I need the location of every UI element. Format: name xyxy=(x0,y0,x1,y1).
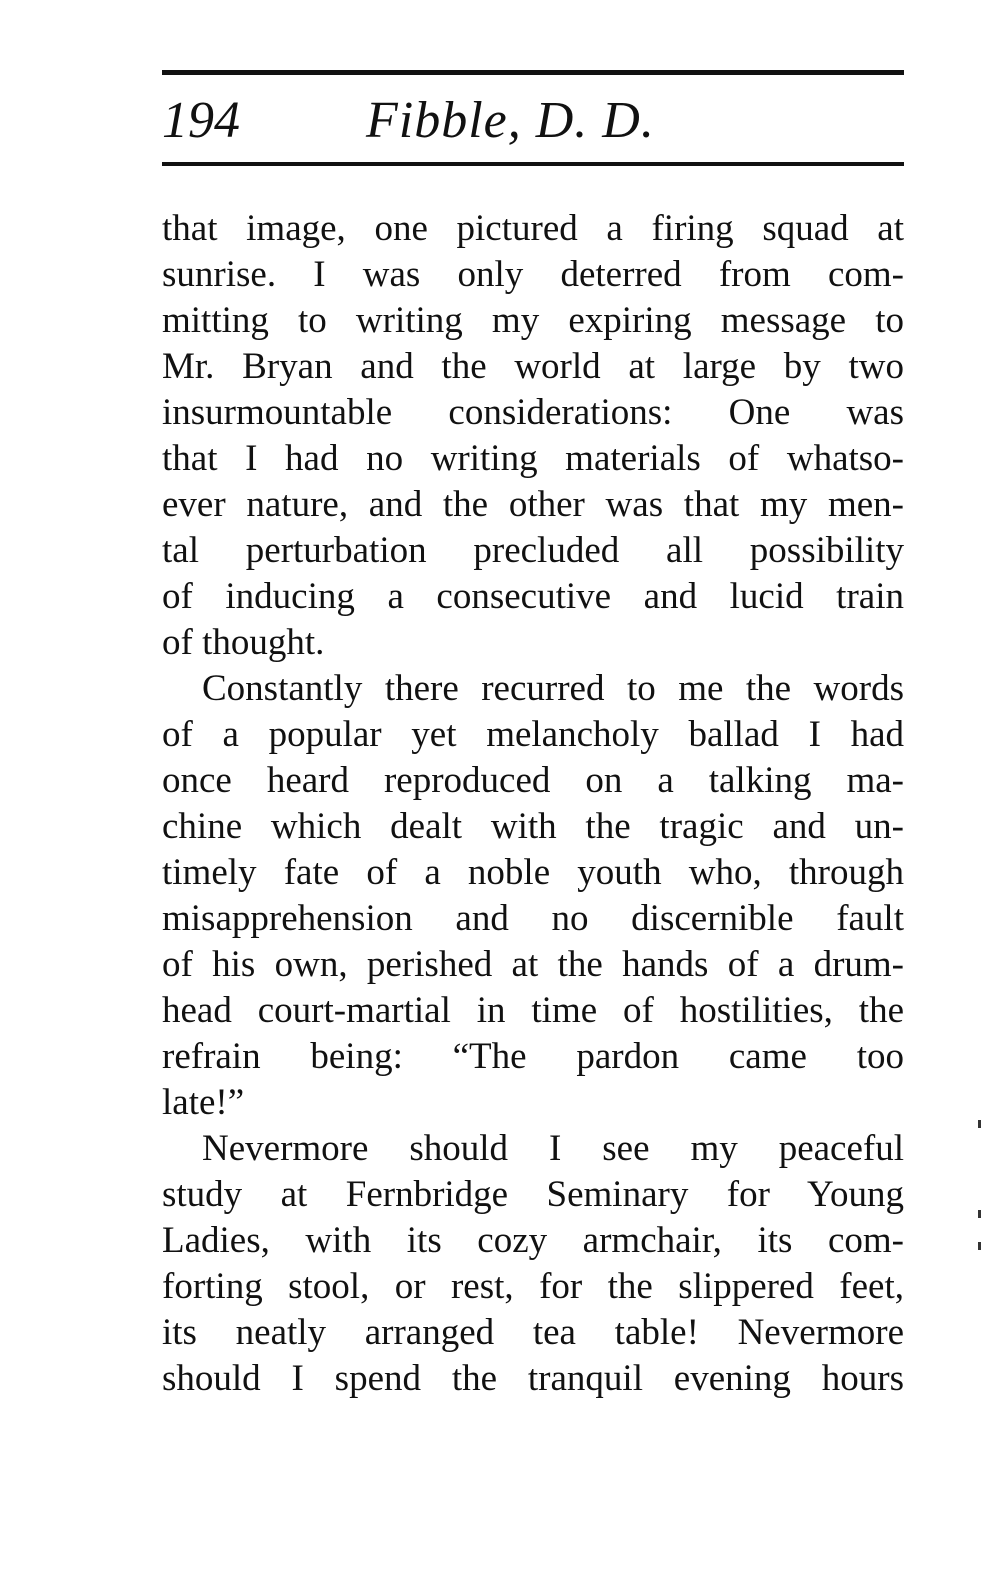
text-line: chine which dealt with the tragic and un- xyxy=(162,806,904,847)
text-line: ever nature, and the other was that my men- xyxy=(162,484,904,525)
text-line: timely fate of a noble youth who, through xyxy=(162,852,904,893)
paragraph-1 xyxy=(162,206,904,666)
text-line: should I spend the tranquil evening hours xyxy=(162,1358,904,1399)
page-number: 194 xyxy=(162,92,240,149)
text-line: its neatly arranged tea table! Nevermore xyxy=(162,1312,904,1353)
text-line: once heard reproduced on a talking ma- xyxy=(162,760,904,801)
scan-speck xyxy=(978,1120,981,1128)
text-line: that I had no writing materials of whatso- xyxy=(162,438,904,479)
text-line: Nevermore should I see my peaceful xyxy=(202,1128,904,1169)
text-line: head court-martial in time of hostilities, the xyxy=(162,990,904,1031)
text-line: that image, one pictured a firing squad at xyxy=(162,208,904,249)
header-bottom-rule xyxy=(162,162,904,166)
running-title: Fibble, D. D. xyxy=(366,92,655,149)
body-text xyxy=(162,206,904,1402)
text-line: Ladies, with its cozy armchair, its com- xyxy=(162,1220,904,1261)
text-line: study at Fernbridge Seminary for Young xyxy=(162,1174,904,1215)
text-line: Mr. Bryan and the world at large by two xyxy=(162,346,904,387)
scan-speck xyxy=(978,1210,981,1218)
book-page xyxy=(162,0,904,1592)
scan-specks xyxy=(978,1120,982,1270)
text-line: of his own, perished at the hands of a drum- xyxy=(162,944,904,985)
paragraph-2 xyxy=(162,666,904,1126)
scan-speck xyxy=(978,1242,981,1250)
text-line: of inducing a consecutive and lucid train xyxy=(162,576,904,617)
header-top-rule xyxy=(162,70,904,75)
text-line: refrain being: “The pardon came too xyxy=(162,1036,904,1077)
running-head xyxy=(162,86,904,156)
text-line: of thought. xyxy=(162,622,325,663)
text-line: forting stool, or rest, for the slippered feet, xyxy=(162,1266,904,1307)
text-line: insurmountable considerations: One was xyxy=(162,392,904,433)
text-line: misapprehension and no discernible fault xyxy=(162,898,904,939)
text-line: mitting to writing my expiring message to xyxy=(162,300,904,341)
text-line: tal perturbation precluded all possibility xyxy=(162,530,904,571)
text-line: sunrise. I was only deterred from com- xyxy=(162,254,904,295)
paragraph-3 xyxy=(162,1126,904,1402)
text-line: Constantly there recurred to me the words xyxy=(202,668,904,709)
text-line: late!” xyxy=(162,1082,245,1123)
text-line: of a popular yet melancholy ballad I had xyxy=(162,714,904,755)
